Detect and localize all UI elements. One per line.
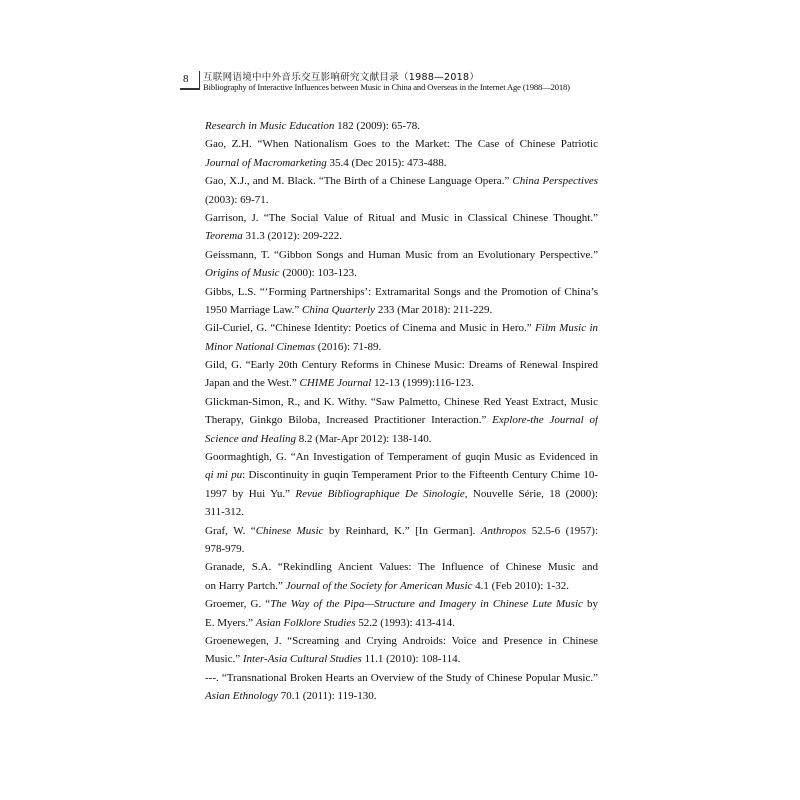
- entry-line: [205, 540, 598, 558]
- entry-line: [205, 485, 598, 503]
- publication-title: CHIME Journal: [299, 377, 372, 390]
- citation-text: ---. “Transnational Broken Hearts an Overview of the Study of Chinese Popular Music.”: [205, 671, 598, 684]
- bibliography-entry: [205, 393, 598, 448]
- entry-line: [205, 669, 598, 687]
- entry-line: [205, 577, 598, 595]
- bibliography-entry: [205, 209, 598, 246]
- citation-text: (2003): 69-71.: [205, 193, 269, 206]
- entry-line: [205, 687, 598, 705]
- citation-text: (2000): 103-123.: [279, 267, 357, 280]
- citation-text: Gild, G. “Early 20th Century Reforms in Chinese Music: Dreams of Renewal Inspired: [205, 359, 598, 372]
- citation-text: 35.4 (Dec 2015): 473-488.: [326, 156, 447, 169]
- bibliography-entry: [205, 319, 598, 356]
- entry-line: [205, 650, 598, 668]
- publication-title: Teorema: [205, 230, 243, 243]
- publication-title: Asian Ethnology: [205, 690, 279, 703]
- entry-line: [205, 632, 598, 650]
- publication-title: Origins of Music: [205, 267, 280, 280]
- entry-line: [205, 595, 598, 613]
- publication-title: Chinese Music: [255, 524, 324, 537]
- citation-text: 11.1 (2010): 108-114.: [361, 653, 461, 666]
- bibliography-entry: [205, 246, 598, 283]
- citation-text: Granade, S.A. “Rekindling Ancient Values: The Influence of Chinese Music and: [205, 561, 598, 574]
- entry-line: [205, 209, 598, 227]
- citation-text: Gao, Z.H. “When Nationalism Goes to the Market: The Case of Chinese Patriotic: [205, 138, 598, 151]
- citation-text: Japan and the West.”: [205, 377, 300, 390]
- entry-line: [205, 301, 598, 319]
- bibliography-entry: [205, 172, 598, 209]
- publication-title: Anthropos: [480, 524, 527, 537]
- citation-text: 978-979.: [205, 542, 245, 555]
- publication-title: qi mi pu: [205, 469, 243, 482]
- citation-text: Gibbs, L.S. “‘Forming Partnerships’: Extramarital Songs and the Promotion of China’s: [205, 285, 598, 298]
- bibliography-entry: [205, 522, 598, 559]
- entry-line: [205, 319, 598, 337]
- publication-title: Film Music in: [535, 322, 598, 335]
- citation-text: (2016): 71-89.: [315, 340, 382, 353]
- entry-line: [205, 614, 598, 632]
- entry-line: [205, 172, 598, 190]
- bibliography-entry: [205, 558, 598, 595]
- bibliography-entry: [205, 117, 598, 135]
- citation-text: Groenewegen, J. “Screaming and Crying Androids: Voice and Presence in Chinese: [205, 634, 598, 647]
- publication-title: Asian Folklore Studies: [255, 616, 356, 629]
- citation-text: 12-13 (1999):116-123.: [371, 377, 474, 390]
- citation-text: 233 (Mar 2018): 211-229.: [375, 303, 493, 316]
- citation-text: Gao, X.J., and M. Black. “The Birth of a Chinese Language Opera.”: [205, 175, 513, 188]
- publication-title: Explore-the Journal of: [492, 414, 598, 427]
- header-divider: [199, 71, 200, 88]
- citation-text: 4.1 (Feb 2010): 1-32.: [472, 579, 569, 592]
- citation-text: Therapy, Ginkgo Biloba, Increased Practitioner Interaction.”: [205, 414, 493, 427]
- citation-text: 1950 Marriage Law.”: [205, 303, 303, 316]
- entry-line: [205, 411, 598, 429]
- citation-text: : Discontinuity in guqin Temperament Prior to the Fifteenth Century Chime 10-: [242, 469, 598, 482]
- citation-text: 182 (2009): 65-78.: [334, 120, 420, 132]
- entry-line: [205, 338, 598, 356]
- entry-line: [205, 503, 598, 521]
- publication-title: Journal of Macromarketing: [205, 156, 327, 169]
- bibliography-entry: [205, 356, 598, 393]
- publication-title: China Quarterly: [302, 303, 376, 316]
- citation-text: Music.”: [205, 653, 243, 666]
- entry-line: [205, 246, 598, 264]
- entry-line: [205, 154, 598, 172]
- citation-text: Glickman-Simon, R., and K. Withy. “Saw Palmetto, Chinese Red Yeast Extract, Music: [205, 395, 598, 408]
- book-title-chinese: 互联网语境中中外音乐交互影响研究文献目录（1988—2018）: [203, 72, 480, 83]
- bibliography-entry: [205, 669, 598, 706]
- entry-line: [205, 448, 598, 466]
- entry-line: [205, 466, 598, 484]
- citation-text: Gil-Curiel, G. “Chinese Identity: Poetics of Cinema and Music in Hero.”: [205, 322, 536, 335]
- publication-title: Inter-Asia Cultural Studies: [242, 653, 362, 666]
- entry-line: [205, 393, 598, 411]
- bibliography-entry: [205, 448, 598, 522]
- citation-text: 70.1 (2011): 119-130.: [278, 690, 377, 703]
- entry-line: [205, 117, 598, 135]
- entry-line: [205, 264, 598, 282]
- entry-line: [205, 558, 598, 576]
- publication-title: Science and Healing: [205, 432, 297, 445]
- header-rule: [180, 88, 200, 90]
- bibliography-entry: [205, 632, 598, 669]
- entry-line: [205, 227, 598, 245]
- entry-line: [205, 430, 598, 448]
- citation-text: 8.2 (Mar-Apr 2012): 138-140.: [296, 432, 432, 445]
- publication-title: China Perspectives: [512, 175, 598, 188]
- entry-line: [205, 191, 598, 209]
- citation-text: E. Myers.”: [205, 616, 256, 629]
- book-title-english: Bibliography of Interactive Influences between Music in China and Overseas in the Internet Age (1988—2018): [203, 82, 570, 92]
- citation-text: Goormaghtigh, G. “An Investigation of Temperament of guqin Music as Evidenced in: [205, 451, 598, 464]
- entry-line: [205, 135, 598, 153]
- citation-text: by Reinhard, K.” [In German].: [323, 524, 481, 537]
- entry-line: [205, 522, 598, 540]
- entry-line: [205, 356, 598, 374]
- publication-title: Research in Music Education: [205, 120, 335, 132]
- citation-text: on Harry Partch.”: [205, 579, 286, 592]
- citation-text: by: [587, 598, 598, 611]
- citation-text: 311-312.: [205, 506, 245, 519]
- publication-title: Minor National Cinemas: [205, 340, 316, 353]
- publication-title: Revue Bibliographique De Sinologie: [295, 487, 465, 500]
- citation-text: Geissmann, T. “Gibbon Songs and Human Music from an Evolutionary Perspective.”: [205, 248, 598, 261]
- citation-text: , Nouvelle Série, 18 (2000):: [464, 487, 598, 500]
- publication-title: The Way of the Pipa—Structure and Imagery in Chinese Lute Music: [270, 598, 583, 611]
- citation-text: Garrison, J. “The Social Value of Ritual and Music in Classical Chinese Thought.”: [205, 211, 598, 224]
- citation-text: 1997 by Hui Yu.”: [205, 487, 296, 500]
- bibliography-entry: [205, 135, 598, 172]
- citation-text: 31.3 (2012): 209-222.: [242, 230, 342, 243]
- bibliography-list: [205, 117, 598, 706]
- bibliography-entry: [205, 595, 598, 632]
- entry-line: [205, 374, 598, 392]
- bibliography-entry: [205, 283, 598, 320]
- citation-text: 52.2 (1993): 413-414.: [355, 616, 455, 629]
- citation-text: Groemer, G. “: [205, 598, 271, 611]
- entry-line: [205, 283, 598, 301]
- page-number: 8: [183, 73, 189, 85]
- citation-text: 52.5-6 (1957):: [526, 524, 598, 537]
- citation-text: Graf, W. “: [205, 524, 256, 537]
- publication-title: Journal of the Society for American Music: [285, 579, 473, 592]
